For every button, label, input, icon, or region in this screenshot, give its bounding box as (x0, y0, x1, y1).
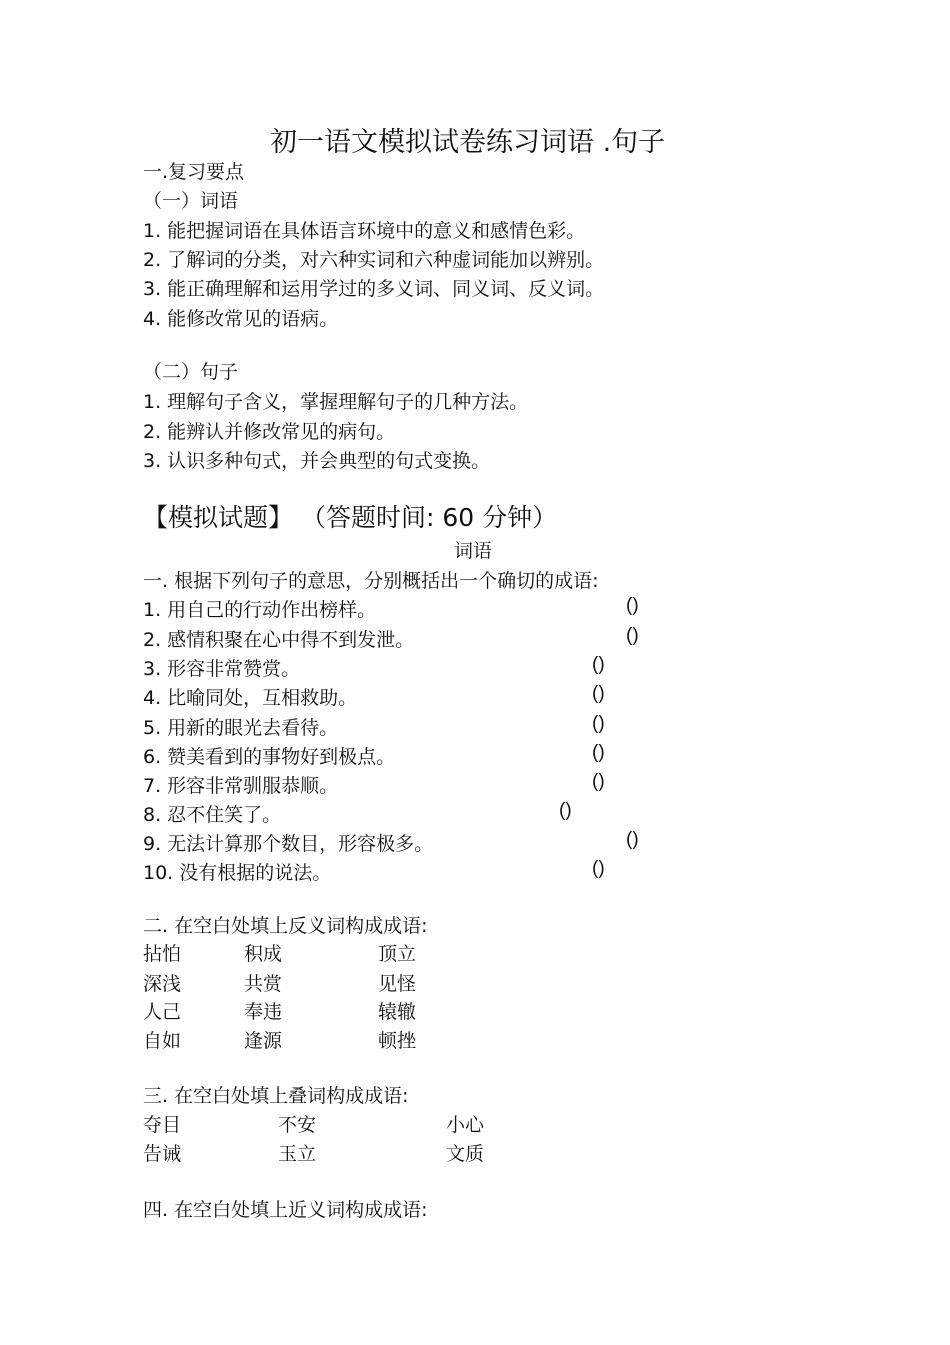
idiom-cell: 共赏 (244, 973, 283, 995)
answer-blank: () (592, 742, 605, 763)
question-item: 4. 比喻同处，互相救助。 (143, 687, 358, 709)
question-item: 2. 感情积聚在心中得不到发泄。 (143, 629, 415, 651)
question-3-heading: 三. 在空白处填上叠词构成成语: (143, 1085, 409, 1107)
idiom-cell: 拈怕 (143, 943, 182, 965)
section-review-heading: 一.复习要点 (143, 161, 245, 183)
answer-blank: () (626, 595, 639, 616)
review-sentence-item: 1. 理解句子含义，掌握理解句子的几种方法。 (143, 391, 529, 413)
answer-blank: () (592, 858, 605, 879)
question-item: 8. 忍不住笑了。 (143, 804, 282, 826)
review-word-item: 2. 了解词的分类，对六种实词和六种虚词能加以辨别。 (143, 249, 605, 271)
question-item: 10. 没有根据的说法。 (143, 862, 332, 884)
answer-blank: () (626, 625, 639, 646)
idiom-cell: 玉立 (278, 1143, 317, 1165)
idiom-cell: 人己 (143, 1001, 182, 1023)
idiom-cell: 告诫 (143, 1143, 182, 1165)
idiom-cell: 夺目 (143, 1114, 182, 1136)
idiom-cell: 文质 (446, 1143, 485, 1165)
question-item: 9. 无法计算那个数目，形容极多。 (143, 833, 434, 855)
subsection-sentences-heading: （二）句子 (143, 361, 239, 383)
question-item: 5. 用新的眼光去看待。 (143, 717, 339, 739)
idiom-cell: 顿挫 (378, 1030, 417, 1052)
review-sentence-item: 2. 能辨认并修改常见的病句。 (143, 421, 396, 443)
review-word-item: 1. 能把握词语在具体语言环境中的意义和感情色彩。 (143, 220, 586, 242)
answer-blank: () (592, 654, 605, 675)
review-sentence-item: 3. 认识多种句式，并会典型的句式变换。 (143, 450, 491, 472)
idiom-cell: 顶立 (378, 943, 417, 965)
idiom-cell: 深浅 (143, 973, 182, 995)
question-2-heading: 二. 在空白处填上反义词构成成语: (143, 915, 428, 937)
question-item: 7. 形容非常驯服恭顺。 (143, 775, 339, 797)
idiom-cell: 小心 (446, 1114, 485, 1136)
question-4-heading: 四. 在空白处填上近义词构成成语: (143, 1199, 428, 1221)
exam-heading: 【模拟试题】 （答题时间: 60 分钟） (143, 503, 558, 532)
answer-blank: () (592, 713, 605, 734)
idiom-cell: 辕辙 (378, 1001, 417, 1023)
idiom-cell: 积成 (244, 943, 283, 965)
answer-blank: () (626, 829, 639, 850)
answer-blank: () (559, 800, 572, 821)
idiom-cell: 见怪 (378, 973, 417, 995)
words-section-heading: 词语 (454, 540, 493, 562)
idiom-cell: 奉违 (244, 1001, 283, 1023)
idiom-cell: 自如 (143, 1030, 182, 1052)
answer-blank: () (592, 683, 605, 704)
idiom-cell: 逢源 (244, 1030, 283, 1052)
answer-blank: () (592, 771, 605, 792)
question-item: 3. 形容非常赞赏。 (143, 658, 301, 680)
document-title: 初一语文模拟试卷练习词语 .句子 (270, 127, 666, 158)
subsection-words-heading: （一）词语 (143, 190, 239, 212)
review-word-item: 3. 能正确理解和运用学过的多义词、同义词、反义词。 (143, 278, 605, 300)
question-item: 1. 用自己的行动作出榜样。 (143, 599, 377, 621)
review-word-item: 4. 能修改常见的语病。 (143, 308, 339, 330)
question-1-heading: 一. 根据下列句子的意思，分别概括出一个确切的成语: (143, 570, 599, 592)
idiom-cell: 不安 (278, 1114, 317, 1136)
question-item: 6. 赞美看到的事物好到极点。 (143, 746, 396, 768)
